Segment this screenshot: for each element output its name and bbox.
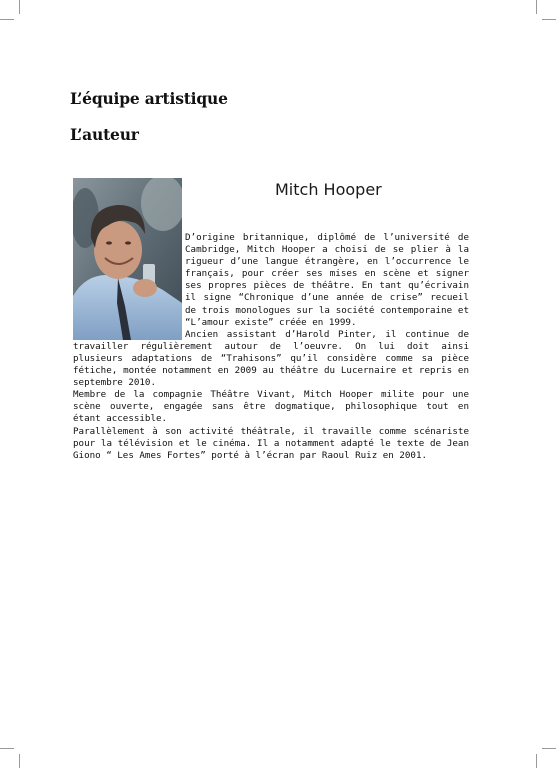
author-biography: [73, 232, 469, 462]
crop-mark-bottom-right-v: [536, 754, 537, 768]
section-heading-team: L’équipe artistique: [70, 89, 228, 108]
crop-mark-top-left-v: [19, 0, 20, 14]
biography-paragraph: D’origine britannique, diplômé de l’université de Cambridge, Mitch Hooper a choisi de se plier à la rigueur d’une langue étrangère, en l’occurrence le français, pour créer ses mises en scène et signer ses propres pièces de théâtre. En tant qu’écrivain il signe “Chronique d’une année de crise” recueil de trois monologues sur la société contemporaine et “L’amour existe” créée en 1999.: [185, 232, 469, 328]
crop-mark-top-right-v: [536, 0, 537, 14]
photo-text-wrap-spacer: [73, 232, 185, 340]
biography-paragraph: Membre de la compagnie Théâtre Vivant, Mitch Hooper milite pour une scène ouverte, engagée sans être dogmatique, philosophique tout en étant accessible.: [73, 389, 469, 425]
crop-mark-bottom-right-h: [542, 748, 556, 749]
crop-mark-top-left-h: [0, 19, 14, 20]
crop-mark-bottom-left-v: [19, 754, 20, 768]
biography-paragraph: Ancien assistant d’Harold Pinter, il continue de travailler régulièrement autour de l’oeuvre. On lui doit ainsi plusieurs adaptations de “Trahisons” qu’il considère comme sa pièce fétiche, montée notamment en 2009 au théâtre du Lucernaire et repris en septembre 2010.: [73, 328, 469, 389]
biography-paragraph: Parallèlement à son activité théâtrale, il travaille comme scénariste pour la télévision et le cinéma. Il a notamment adapté le texte de Jean Giono “ Les Ames Fortes” porté à l’écran par Raoul Ruiz en 2001.: [73, 425, 469, 461]
author-name: Mitch Hooper: [275, 180, 382, 199]
section-heading-author: L’auteur: [70, 125, 139, 144]
crop-mark-bottom-left-h: [0, 748, 14, 749]
crop-mark-top-right-h: [542, 19, 556, 20]
